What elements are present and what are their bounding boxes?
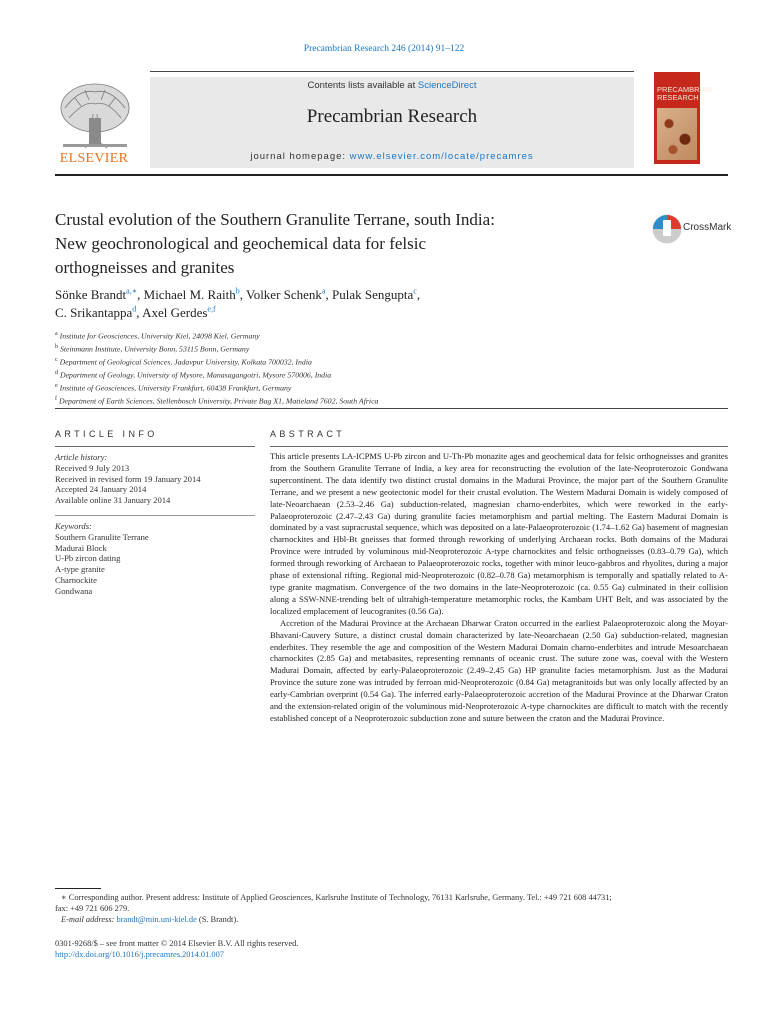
author-3-sup[interactable]: a (321, 286, 326, 296)
author-3[interactable]: Volker Schenk$^a$, (245, 286, 332, 302)
corresponding-line-2: fax: +49 721 606 279. (55, 904, 130, 913)
abstract-paragraph-1: This article presents LA-ICPMS U-Pb zircon and U-Th-Pb monazite ages and geochemical data for felsic orthogneisses and granites from the Southern Granulite Terrane of India, a key area for reconstructing the evolution of the late-Neoproterozoic Gondwana supercontinent. The data identify two distinct crustal domains in the Madurai Province, the major part of the Southern Granulite Terrane, and we present a new geotectonic model for their crustal evolution. The Western Madurai Domain is widely composed of late-Neoarchaean (2.53–2.46 Ga) subduction-related, magnesian charno-enderbites, which were reworked in the early-Palaeoproterozoic (2.47–2.43 Ga) during granulite facies metamorphism and partial melting. The Eastern Madurai Domain is dominated by a vast supracrustal sequence, which was deposited on a late-Palaeoproterozoic (1.74–1.62 Ga) basement of magnesian charnockites and Hbl-Bt gneisses that formed through reworking of underlying Archaean rocks. Both domains of the Madurai Province were intruded by voluminous mid-Neoproterozoic A-type charnockites and felsic orthogneisses (0.83–0.79 Ga), which formed through reworking of Archaean to Palaeoproterozoic rocks, together with minor leuco-gabbros and rhyolites, during a major phase of extensional rifting. Regional mid-Neoproterozoic (0.82–0.78 Ga) metamorphism is temporally and spatially related to A-type granite magmatism. Convergence of the two domains in the late-Neoproterozoic (ca. 0.55 Ga) culminated in their collision along a SSW-NNE-trending belt of ultrahigh-temperature metamorphic rocks, the Kambam UHT Belt, and was associated by the localized emplacement of leucogranites (0.56 Ga). (270, 451, 728, 616)
author-1[interactable]: Sönke Brandt$^{a,∗}$, (55, 286, 144, 302)
crossmark-label[interactable]: CrossMark (683, 222, 732, 233)
doi-link[interactable]: http://dx.doi.org/10.1016/j.precamres.2014.01.007 (55, 950, 224, 959)
abstract-paragraph-2: Accretion of the Madurai Province at the Archaean Dharwar Craton occurred in the earliest Palaeoproterozoic along the Moyar-Bhavani-Cauvery Suture, a distinct crustal domain characterized by late-Neoarchaean (2.50 Ga) subduction-related, magnesian enderbites. They resemble the age and composition of the Western Madurai Domain charno-enderbites and intrude Mesoarchaean charnockites (2.85 Ga) and metabasites, representing remnants of oceanic crust. The suture zone was, coeval with the Western Madurai Domain, affected by early-Palaeoproterozoic (2.49–2.45 Ga) HP granulite facies metamorphism. Just as the Madurai Province the suture zone was intruded by ferroan mid-Neoproterozoic (0.84 Ga) metagranitoids but was only locally affected by an early-Cambrian overprint (0.54 Ga). The inferred early-Palaeoproterozoic accretion of the Madurai Province at the Dharwar Craton and the extension-related origin of the voluminous mid-Neoproterozoic A-type charnockites are difficult to match with the recently established concept of a Neoproterozoic subduction zone and suture between the craton and the Madurai Province. (270, 617, 728, 723)
abstract-heading: ABSTRACT (270, 429, 346, 439)
author-5-sup[interactable]: d (132, 304, 137, 314)
bottom-info (55, 938, 728, 960)
cover-title (654, 85, 713, 102)
history-online: Available online 31 January 2014 (55, 495, 171, 506)
corresponding-author-footnote (55, 892, 728, 925)
journal-name: Precambrian Research (306, 106, 478, 127)
article-info-rule (55, 446, 255, 447)
email-line (55, 914, 728, 925)
header-thick-rule (55, 174, 728, 176)
footnote-rule (55, 888, 101, 889)
title-line-1: Crustal evolution of the Southern Granulite Terrane, south India: (55, 210, 495, 229)
journal-citation[interactable]: Precambrian Research 246 (2014) 91–122 (303, 44, 465, 54)
affiliation-f: $^f$ Department of Earth Sciences, Stellenbosch University, Private Bag X1, Matieland 7602, South Africa (55, 396, 379, 407)
affiliation-d: $^d$ Department of Geology, University of Mysore, Manasagangotri, Mysore 570006, India (55, 370, 332, 380)
history-received: Received 9 July 2013 (55, 462, 130, 473)
author-6-sup[interactable]: e,f (207, 304, 216, 314)
section-rule (55, 408, 728, 409)
email-label: E-mail address: (61, 915, 117, 924)
keywords (55, 521, 255, 597)
author-2[interactable]: Michael M. Raith$^b$, (143, 286, 246, 302)
article-info-heading: ARTICLE INFO (55, 429, 158, 439)
copyright-line: 0301-9268/$ – see front matter © 2014 Elsevier B.V. All rights reserved. (55, 939, 299, 948)
keyword-item: Gondwana (55, 585, 93, 596)
author-2-sup[interactable]: b (235, 286, 240, 296)
abstract-rule (270, 446, 728, 447)
corresponding-line-1: ∗ Corresponding author. Present address: Institute of Applied Geosciences, Karlsruhe Institute of Technology, 76131 Karlsruhe, Germany. Tel.: +49 721 608 44731; (61, 893, 612, 902)
keywords-rule (55, 515, 255, 516)
author-list (55, 286, 655, 322)
contents-line (150, 80, 634, 91)
cover-image (657, 108, 697, 160)
sciencedirect-link[interactable]: ScienceDirect (417, 80, 477, 91)
history-label: Article history: (55, 452, 108, 462)
article-title (55, 208, 615, 280)
journal-homepage-line (150, 151, 634, 162)
history-accepted: Accepted 24 January 2014 (55, 484, 147, 495)
author-5[interactable]: C. Srikantappa$^d$, (55, 304, 143, 320)
email-suffix: (S. Brandt). (196, 915, 239, 924)
cover-title-line1: PRECAMBRIAN (657, 85, 713, 94)
author-1-sup[interactable]: a,∗ (126, 286, 138, 296)
history-revised: Received in revised form 19 January 2014 (55, 473, 201, 484)
affiliation-e: $^e$ Institute of Geosciences, University Frankfurt, 60438 Frankfurt, Germany (55, 383, 292, 393)
affiliations (55, 329, 675, 408)
affiliation-c: $^c$ Department of Geological Sciences, Jadavpur University, Kolkata 700032, India (55, 357, 312, 367)
article-history (55, 452, 255, 506)
title-line-3: orthogneisses and granites (55, 258, 235, 277)
author-4-sup[interactable]: c (413, 286, 417, 296)
homepage-prefix: journal homepage: (250, 151, 350, 162)
keyword-item: Madurai Block (55, 542, 107, 553)
abstract-body (270, 451, 728, 725)
elsevier-wordmark: ELSEVIER (59, 151, 129, 166)
journal-cover-thumbnail[interactable] (654, 72, 713, 164)
keyword-item: Charnockite (55, 574, 97, 585)
keyword-item: Southern Granulite Terrane (55, 531, 149, 542)
author-6[interactable]: Axel Gerdes$^{e,f}$ (142, 304, 216, 320)
affiliation-a: $^a$ Institute for Geosciences, University Kiel, 24098 Kiel, Germany (55, 331, 260, 341)
title-line-2: New geochronological and geochemical data for felsic (55, 234, 427, 253)
author-4[interactable]: Pulak Sengupta$^c$, (332, 286, 421, 302)
cover-title-line2: RESEARCH (657, 93, 699, 102)
contents-prefix: Contents lists available at (307, 80, 418, 91)
keyword-item: A-type granite (55, 564, 105, 575)
keywords-label: Keywords: (55, 521, 92, 531)
email-link[interactable]: brandt@min.uni-kiel.de (116, 915, 197, 924)
affiliation-b: $^b$ Steinmann Institute, University Bonn, 53115 Bonn, Germany (55, 344, 250, 354)
header-rule (150, 71, 634, 72)
homepage-link[interactable]: www.elsevier.com/locate/precamres (349, 151, 534, 162)
keyword-item: U-Pb zircon dating (55, 553, 121, 564)
